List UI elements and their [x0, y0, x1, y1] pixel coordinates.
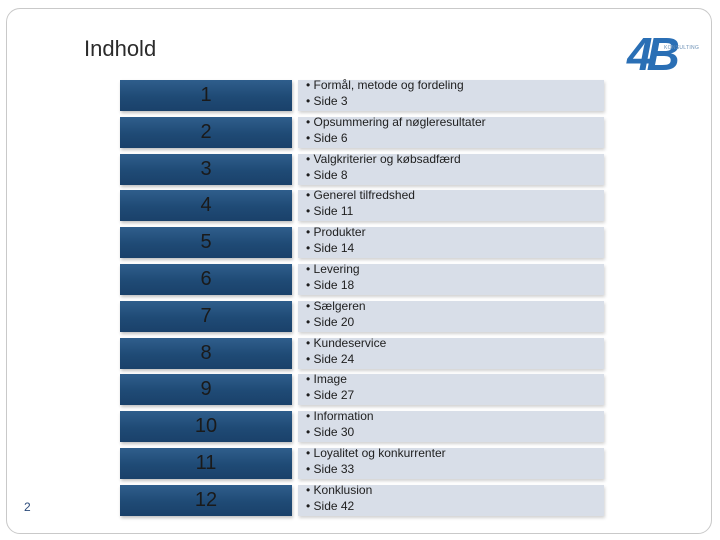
section-number-box [120, 227, 292, 258]
toc-list [120, 80, 604, 522]
toc-row[interactable] [120, 190, 604, 221]
section-number-box [120, 154, 292, 185]
section-info-box [298, 151, 604, 185]
section-info-box [298, 190, 604, 221]
section-topic: • Valgkriterier og købsadfærd [306, 151, 461, 166]
section-page: • Side 27 [306, 388, 355, 403]
toc-row[interactable] [120, 374, 604, 405]
toc-row[interactable] [120, 482, 604, 516]
logo-tagline: KONSULTING [664, 45, 700, 51]
section-number: 11 [195, 451, 217, 474]
slide-title: Indhold [84, 36, 157, 61]
section-info-box [298, 227, 604, 258]
section-topic: • Kundeservice [306, 335, 387, 350]
section-page: • Side 24 [306, 351, 355, 366]
section-number: 8 [200, 341, 212, 364]
toc-row[interactable] [120, 151, 604, 185]
toc-row[interactable] [120, 411, 604, 442]
section-page: • Side 14 [306, 241, 355, 256]
section-info-box [298, 374, 604, 405]
section-topic: • Konklusion [306, 482, 373, 497]
section-page: • Side 6 [306, 130, 348, 145]
section-topic: • Levering [306, 261, 360, 276]
svg-text:4B: 4B [627, 28, 674, 78]
section-number-box [120, 338, 292, 369]
section-page: • Side 8 [306, 167, 348, 182]
section-number: 4 [200, 194, 212, 217]
toc-row[interactable] [120, 261, 604, 295]
section-number-box [120, 411, 292, 442]
toc-row[interactable] [120, 298, 604, 332]
section-number-box [120, 374, 292, 405]
section-info-box [298, 114, 604, 148]
section-topic: • Image [306, 372, 347, 387]
section-page: • Side 3 [306, 94, 348, 108]
section-topic: • Loyalitet og konkurrenter [306, 445, 446, 460]
section-info-box [298, 80, 604, 111]
section-number: 3 [200, 157, 212, 180]
section-page: • Side 42 [306, 498, 355, 513]
section-number: 1 [200, 84, 212, 106]
section-number-box [120, 264, 292, 295]
page-number: 2 [24, 500, 31, 514]
section-page: • Side 30 [306, 425, 355, 440]
section-number-box [120, 485, 292, 516]
section-topic: • Sælgeren [306, 298, 366, 313]
section-topic: • Formål, metode og fordeling [306, 78, 464, 92]
section-topic: • Generel tilfredshed [306, 188, 415, 203]
section-info-box [298, 411, 604, 442]
section-page: • Side 11 [306, 204, 354, 219]
section-info-box [298, 298, 604, 332]
section-topic: • Produkter [306, 225, 366, 240]
section-topic: • Opsummering af nøgleresultater [306, 114, 486, 129]
section-info-box [298, 261, 604, 295]
section-number: 12 [194, 488, 218, 511]
section-number: 7 [200, 304, 212, 327]
section-topic: • Information [306, 409, 374, 424]
toc-row[interactable] [120, 114, 604, 148]
section-page: • Side 20 [306, 314, 355, 329]
section-number: 6 [200, 267, 212, 290]
section-number-box [120, 117, 292, 148]
section-number-box [120, 448, 292, 479]
section-number-box [120, 190, 292, 221]
toc-row[interactable] [120, 227, 604, 258]
toc-row[interactable] [120, 335, 604, 369]
section-number-box [120, 80, 292, 111]
section-page: • Side 18 [306, 277, 355, 292]
section-number: 5 [200, 231, 212, 254]
section-info-box [298, 482, 604, 516]
section-number-box [120, 301, 292, 332]
toc-row[interactable] [120, 80, 604, 111]
section-info-box [298, 445, 604, 479]
toc-row[interactable] [120, 445, 604, 479]
section-page: • Side 33 [306, 461, 355, 476]
section-number: 10 [194, 415, 218, 438]
section-info-box [298, 335, 604, 369]
section-number: 9 [200, 378, 212, 401]
section-number: 2 [200, 120, 212, 143]
